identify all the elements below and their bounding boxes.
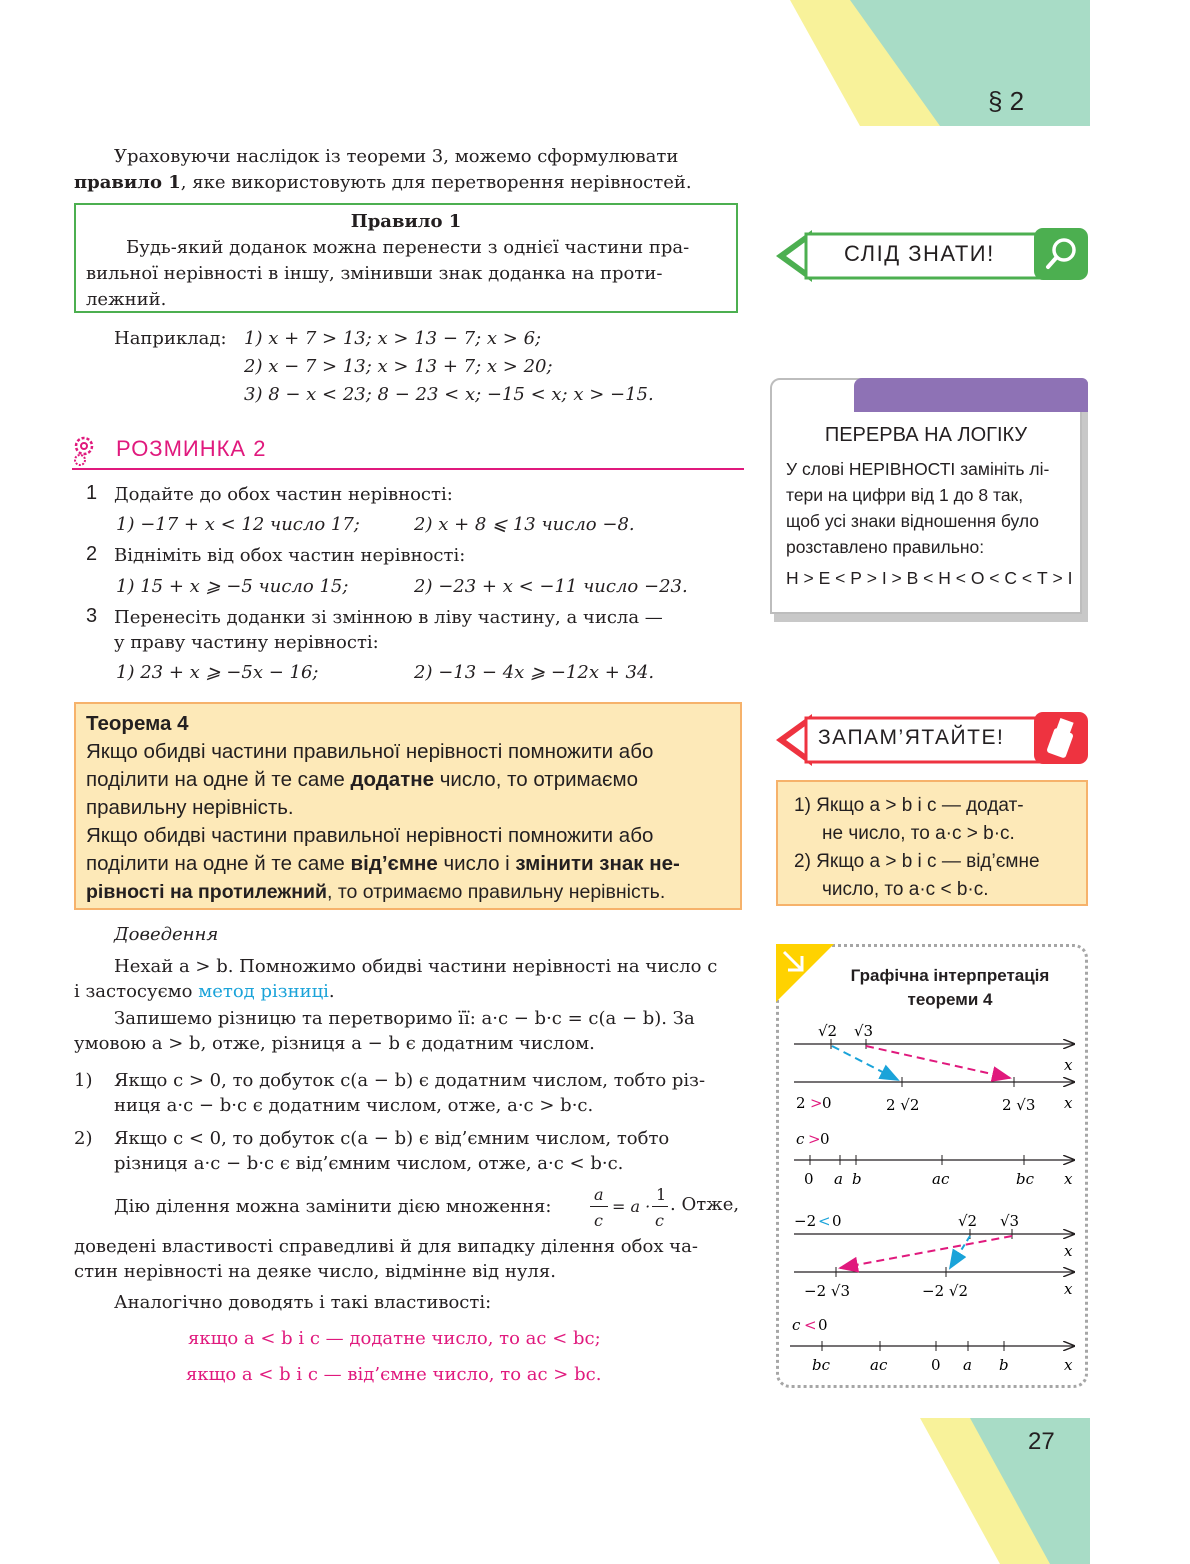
tick-ac: ac <box>932 1170 950 1188</box>
graph-2 <box>794 1130 1074 1188</box>
task-2b: 2) −23 + x < −11 число −23. <box>414 576 688 597</box>
graph-4 <box>790 1316 1074 1374</box>
task-3-text-2: у праву частину нерівності: <box>114 632 379 653</box>
theorem-4-p1-line-3: правильну нерівність. <box>86 796 294 819</box>
corner-decoration-top <box>780 0 1090 126</box>
tick-0: 0 <box>931 1356 941 1374</box>
tick-a: a <box>834 1170 843 1188</box>
section-label: § 2 <box>988 86 1025 116</box>
theorem-4-p1-line-2: поділити на одне й те саме додатне число, то отримаємо <box>86 768 638 791</box>
task-2a: 1) 15 + x ⩾ −5 число 15; <box>116 576 349 597</box>
logic-card <box>770 378 1088 622</box>
warmup-header <box>72 432 744 470</box>
x-label: x <box>1064 1056 1073 1074</box>
graph-1 <box>794 1022 1074 1114</box>
x-label: x <box>1064 1280 1073 1298</box>
theorem-4-p2-line-3: рівності на протилежний, то отримаємо правильну нерівність. <box>86 881 666 903</box>
x-label: x <box>1064 1356 1073 1374</box>
division-line-3: стин нерівності на деяке число, відмінне від нуля. <box>74 1261 556 1282</box>
gt-sign: > <box>810 1094 823 1112</box>
task-3-text: Перенесіть доданки зі змінною в ліву частину, а числа — <box>114 607 663 628</box>
two-sqrt2-label: 2 √2 <box>886 1096 920 1114</box>
x-label: x <box>1064 1242 1073 1260</box>
rule-1-title: Правило 1 <box>350 211 462 232</box>
task-2-text: Відніміть від обох частин нерівності: <box>114 545 466 566</box>
remember-box <box>776 780 1088 906</box>
c-label: c <box>792 1316 801 1334</box>
lt-sign: < <box>818 1212 831 1230</box>
property-2: якщо a < b і c — від’ємне число, то ac > bc. <box>186 1364 602 1385</box>
theorem-4-p2-line-2: поділити на одне й те саме від’ємне число і змінити знак не- <box>86 852 680 875</box>
warmup-title: РОЗМИНКА 2 <box>116 436 267 461</box>
remember-item-2-line-2: число, то a·c < b·c. <box>822 879 989 900</box>
gt-sign: > <box>808 1130 821 1148</box>
rule-1-line-3: лежний. <box>86 289 167 310</box>
case-1-line-1: Якщо c > 0, то добуток c(a − b) є додатним числом, тобто різ- <box>114 1070 706 1091</box>
gears-icon <box>72 434 104 466</box>
lt-sign: < <box>804 1316 817 1334</box>
case-1-number: 1) <box>74 1070 93 1091</box>
property-1: якщо a < b і c — додатне число, то ac < bc; <box>188 1328 601 1349</box>
theorem-4-p2-line-1: Якщо обидві частини правильної нерівності помножити або <box>86 824 654 847</box>
graph-title: Графічна інтерпретація теореми 4 <box>850 966 1050 1009</box>
usb-drive-icon <box>1042 716 1082 760</box>
logic-text: У слові НЕРІВНОСТІ замініть лі- тери на цифри від 1 до 8 так, щоб усі знаки відношення було розставлено правильно: <box>786 459 1050 557</box>
case-1-line-2: ниця a·c − b·c є додатним числом, отже, a·c > b·c. <box>114 1095 594 1116</box>
case-2-line-2: різниця a·c − b·c є від’ємним числом, отже, a·c < b·c. <box>114 1153 624 1174</box>
tick-b: b <box>999 1356 1009 1374</box>
remember-label: ЗАПАМ’ЯТАЙТЕ! <box>818 726 1005 749</box>
page-number: 27 <box>1028 1428 1055 1455</box>
neg2-label: −2 <box>794 1212 817 1230</box>
division-formula: a c = a · 1 c . Отже, <box>590 1182 746 1238</box>
theorem-4-p1-line-1: Якщо обидві частини правильної нерівності помножити або <box>86 740 654 763</box>
neg2sqrt2-label: −2 √2 <box>922 1282 968 1300</box>
task-3b: 2) −13 − 4x ⩾ −12x + 34. <box>414 662 655 683</box>
examples-label: Наприклад: <box>114 328 227 349</box>
example-3: 3) 8 − x < 23; 8 − 23 < x; −15 < x; x > −15. <box>244 384 654 405</box>
two-label: 2 <box>796 1094 806 1112</box>
intro-line-1: Ураховуючи наслідок із теореми 3, можемо сформулювати <box>114 146 679 167</box>
c-label: c <box>796 1130 805 1148</box>
sqrt3-label: √3 <box>854 1022 874 1040</box>
task-1-number: 1 <box>86 482 98 504</box>
x-label: x <box>1064 1170 1073 1188</box>
theorem-4-box <box>74 702 742 910</box>
case-2-line-1: Якщо c < 0, то добуток c(a − b) є від’ємним числом, тобто <box>114 1128 670 1149</box>
task-1b: 2) x + 8 ⩽ 13 число −8. <box>414 514 635 535</box>
example-2: 2) x − 7 > 13; x > 13 + 7; x > 20; <box>244 356 553 377</box>
corner-decoration-bottom <box>920 1418 1090 1564</box>
tick-b: b <box>852 1170 862 1188</box>
division-line-2: доведені властивості справедливі й для випадку ділення обох ча- <box>74 1236 698 1257</box>
magnifier-icon <box>1042 234 1082 274</box>
division-line-1: Дію ділення можна замінити дією множення: <box>114 1196 552 1217</box>
logic-title: ПЕРЕРВА НА ЛОГІКУ <box>824 424 1028 446</box>
sqrt3-label: √3 <box>1000 1212 1020 1230</box>
tick-a: a <box>963 1356 972 1374</box>
graph-3 <box>794 1212 1074 1300</box>
remember-item-2-line-1: 2) Якщо a > b і c — від’ємне <box>794 851 1040 872</box>
intro-line-2: правило 1, яке використовують для перетворення нерівностей. <box>74 172 692 193</box>
remember-item-1-line-2: не число, то a·c > b·c. <box>822 823 1015 844</box>
zero-label: 0 <box>822 1094 832 1112</box>
remember-item-1-line-1: 1) Якщо a > b і c — додат- <box>794 795 1024 816</box>
zero-label: 0 <box>818 1316 828 1334</box>
rule-1-line-2: вильної нерівності в іншу, змінивши знак доданка на проти- <box>86 263 663 284</box>
two-sqrt3-label: 2 √3 <box>1002 1096 1036 1114</box>
task-3a: 1) 23 + x ⩾ −5x − 16; <box>116 662 319 683</box>
proof-line-4: умовою a > b, отже, різниця a − b є додатним числом. <box>74 1033 595 1054</box>
logic-puzzle: Н > Е < Р > І > В < Н < О < С < Т > І <box>786 568 1073 588</box>
proof-line-3: Запишемо різницю та перетворимо її: a·c − b·c = c(a − b). За <box>114 1008 695 1029</box>
example-1: 1) x + 7 > 13; x > 13 − 7; x > 6; <box>244 328 542 349</box>
rule-1-line-1: Будь-який доданок можна перенести з однієї частини пра- <box>126 237 690 258</box>
difference-method-link[interactable]: метод різниці <box>198 981 329 1002</box>
analog-intro: Аналогічно доводять і такі властивості: <box>114 1292 492 1313</box>
number-line-graphs <box>776 944 1088 1388</box>
theorem-4-title: Теорема 4 <box>86 712 189 735</box>
x-label: x <box>1064 1094 1073 1112</box>
know-label: СЛІД ЗНАТИ! <box>844 241 995 266</box>
proof-line-2: і застосуємо метод різниці. <box>74 981 335 1002</box>
task-2-number: 2 <box>86 543 98 565</box>
proof-title: Доведення <box>114 924 219 945</box>
neg2sqrt3-label: −2 √3 <box>804 1282 850 1300</box>
rule-1-box <box>74 203 738 313</box>
tick-bc: bc <box>1016 1170 1035 1188</box>
task-1a: 1) −17 + x < 12 число 17; <box>116 514 360 535</box>
task-3-number: 3 <box>86 605 98 627</box>
tick-ac: ac <box>870 1356 888 1374</box>
proof-line-1: Нехай a > b. Помножимо обидві частини нерівності на число c <box>114 956 718 977</box>
zero-label: 0 <box>832 1212 842 1230</box>
case-2-number: 2) <box>74 1128 93 1149</box>
tick-bc: bc <box>812 1356 831 1374</box>
sqrt2-label: √2 <box>958 1212 978 1230</box>
task-1-text: Додайте до обох частин нерівності: <box>114 484 453 505</box>
zero-label: 0 <box>820 1130 830 1148</box>
sqrt2-label: √2 <box>818 1022 838 1040</box>
tick-0: 0 <box>804 1170 814 1188</box>
